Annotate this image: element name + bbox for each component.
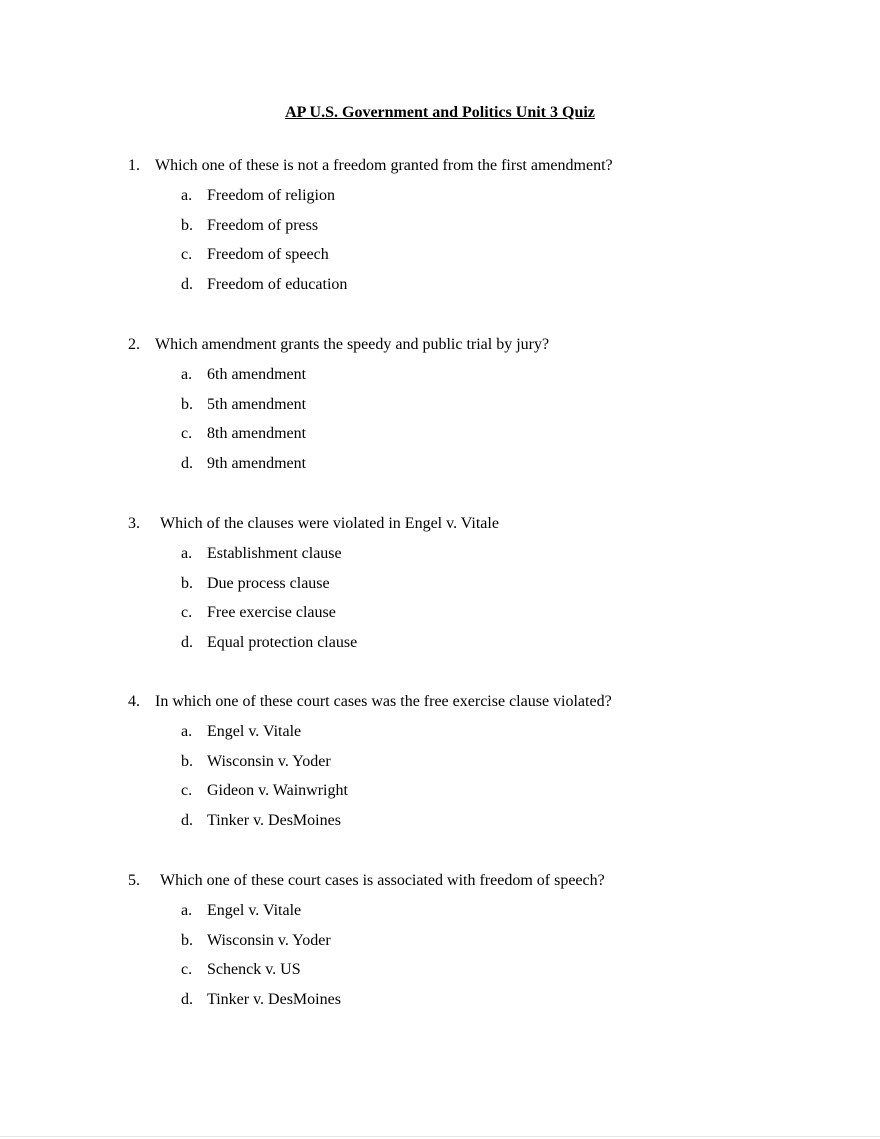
- answer-option: [128, 930, 828, 952]
- option-letter: a.: [181, 187, 193, 204]
- answer-options: [128, 185, 828, 296]
- answer-option: [128, 215, 828, 237]
- answer-option: [128, 244, 828, 266]
- answer-option: [128, 900, 828, 922]
- question-line: [128, 334, 828, 356]
- answer-options: [128, 721, 828, 832]
- answer-option: [128, 185, 828, 207]
- question-text: Which amendment grants the speedy and public trial by jury?: [155, 336, 550, 353]
- question-text: Which of the clauses were violated in Engel v. Vitale: [160, 515, 499, 532]
- quiz-title: AP U.S. Government and Politics Unit 3 Quiz: [285, 104, 595, 121]
- option-letter: a.: [181, 723, 193, 740]
- question-line: [128, 870, 828, 892]
- option-text: Schenck v. US: [207, 961, 301, 979]
- option-text: Wisconsin v. Yoder: [207, 931, 331, 949]
- question-line: [128, 691, 828, 713]
- question-3: [128, 513, 828, 662]
- question-5: [128, 870, 828, 1019]
- option-letter: d.: [181, 991, 193, 1009]
- answer-option: [128, 810, 828, 832]
- answer-option: [128, 543, 828, 565]
- question-1: [128, 155, 828, 304]
- answer-option: [128, 274, 828, 296]
- question-line: [128, 513, 828, 535]
- page-bottom-edge: [0, 1136, 880, 1137]
- option-letter: c.: [181, 604, 193, 622]
- answer-options: [128, 900, 828, 1011]
- option-text: Due process clause: [207, 574, 330, 592]
- option-text: Establishment clause: [207, 545, 342, 562]
- answer-option: [128, 453, 828, 475]
- question-text: Which one of these court cases is associated with freedom of speech?: [160, 872, 605, 889]
- question-number: 4.: [128, 693, 140, 710]
- answer-option: [128, 394, 828, 416]
- answer-option: [128, 721, 828, 743]
- option-text: Freedom of religion: [207, 187, 335, 204]
- option-text: 8th amendment: [207, 425, 307, 443]
- option-text: Freedom of speech: [207, 246, 329, 264]
- question-2: [128, 334, 828, 483]
- option-text: Tinker v. DesMoines: [207, 991, 341, 1009]
- option-text: Free exercise clause: [207, 604, 336, 622]
- option-letter: b.: [181, 574, 193, 592]
- option-text: Wisconsin v. Yoder: [207, 752, 331, 770]
- option-text: 5th amendment: [207, 395, 307, 413]
- option-letter: c.: [181, 782, 193, 800]
- answer-option: [128, 602, 828, 624]
- answer-option: [128, 632, 828, 654]
- option-letter: d.: [181, 634, 193, 652]
- question-text: Which one of these is not a freedom granted from the first amendment?: [155, 157, 613, 174]
- question-number: 2.: [128, 336, 140, 353]
- option-text: 6th amendment: [207, 366, 307, 383]
- answer-option: [128, 959, 828, 981]
- option-letter: d.: [181, 455, 193, 473]
- answer-option: [128, 573, 828, 595]
- question-number: 5.: [128, 872, 140, 889]
- option-text: Engel v. Vitale: [207, 902, 302, 919]
- option-text: 9th amendment: [207, 455, 307, 473]
- option-letter: d.: [181, 276, 193, 294]
- option-letter: d.: [181, 812, 193, 830]
- answer-option: [128, 989, 828, 1011]
- option-text: Engel v. Vitale: [207, 723, 302, 740]
- answer-option: [128, 364, 828, 386]
- option-letter: c.: [181, 246, 193, 264]
- question-text: In which one of these court cases was the free exercise clause violated?: [155, 693, 612, 710]
- option-letter: a.: [181, 366, 193, 383]
- option-letter: a.: [181, 902, 193, 919]
- option-letter: c.: [181, 425, 193, 443]
- option-letter: b.: [181, 395, 193, 413]
- question-number: 1.: [128, 157, 140, 174]
- question-number: 3.: [128, 515, 140, 532]
- option-letter: c.: [181, 961, 193, 979]
- question-4: [128, 691, 828, 840]
- option-text: Freedom of education: [207, 276, 348, 294]
- answer-options: [128, 364, 828, 475]
- option-letter: a.: [181, 545, 193, 562]
- answer-option: [128, 780, 828, 802]
- option-letter: b.: [181, 216, 193, 234]
- answer-option: [128, 423, 828, 445]
- option-text: Freedom of press: [207, 216, 319, 234]
- option-text: Tinker v. DesMoines: [207, 812, 341, 830]
- answer-options: [128, 543, 828, 654]
- question-line: [128, 155, 828, 177]
- option-letter: b.: [181, 931, 193, 949]
- option-letter: b.: [181, 752, 193, 770]
- answer-option: [128, 751, 828, 773]
- option-text: Gideon v. Wainwright: [207, 782, 348, 800]
- option-text: Equal protection clause: [207, 634, 358, 652]
